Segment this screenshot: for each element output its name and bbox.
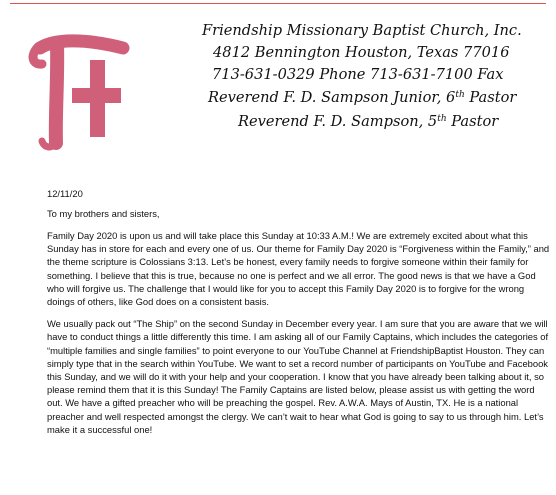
- top-divider: [10, 3, 546, 4]
- letter-paragraph: We usually pack out “The Ship” on the second Sunday in December every year. I am sure that you are aware that we will have to conduct things a little differently this time. I am asking all of our Family Captains, which includes the categories of “multiple families and single families” to point everyone to our YouTube Channel at FriendshipBaptist Houston. They can simply type that in the search within YouTube. We want to set a record number of participants on YouTube and Facebook this Sunday, and we will do it with your help and your cooperation. I know that you have already been talking about it, so please remind them that it is this Sunday! The Family Captains are listed below, please assist us with getting the word out. We have a gifted preacher who will be preaching the gospel. Rev. A.W.A. Mays of Austin, TX. He is a national preacher and well respected amongst the clergy. We can’t wait to hear what God is going to say to us through him. Let’s make it a successful one!: [47, 318, 549, 435]
- pastor-line: [208, 85, 548, 109]
- church-name: Friendship Missionary Baptist Church, Inc.: [202, 22, 522, 39]
- letter-greeting: To my brothers and sisters,: [47, 207, 160, 219]
- letter-body: [47, 187, 552, 436]
- former-pastor-ordinal: th: [437, 114, 447, 125]
- letterhead: [202, 20, 550, 133]
- letter-date: 12/11/20: [47, 188, 83, 199]
- former-pastor-name: Reverend F. D. Sampson, 5: [238, 113, 438, 131]
- former-pastor-line: [238, 109, 556, 133]
- pastor-name: Reverend F. D. Sampson Junior, 6: [208, 89, 456, 107]
- church-phones: 713-631-0329 Phone 713-631-7100 Fax: [212, 65, 504, 83]
- pastor-title: Pastor: [464, 89, 517, 107]
- church-address: 4812 Bennington Houston, Texas 77016: [213, 43, 510, 61]
- letter-paragraph: Family Day 2020 is upon us and will take place this Sunday at 10:33 A.M.! We are extremely excited about what this Sunday has in store for each and every one of us. Our theme for Family Day 2020 is “Forgiveness within the Family,” and the theme scripture is Colossians 3:13. Let’s be honest, every family needs to forgive someone within their family for something. I believe that this is true, because no one is perfect and we all error. The good news is that we have a God who will forgive us. The challenge that I would like for you to accept this Family Day 2020 is to forgive for the wrong doings of others, like God does on a consistent basis.: [47, 229, 550, 307]
- cross-logo-icon: [22, 33, 132, 151]
- pastor-ordinal: th: [455, 90, 465, 101]
- former-pastor-title: Pastor: [446, 113, 499, 131]
